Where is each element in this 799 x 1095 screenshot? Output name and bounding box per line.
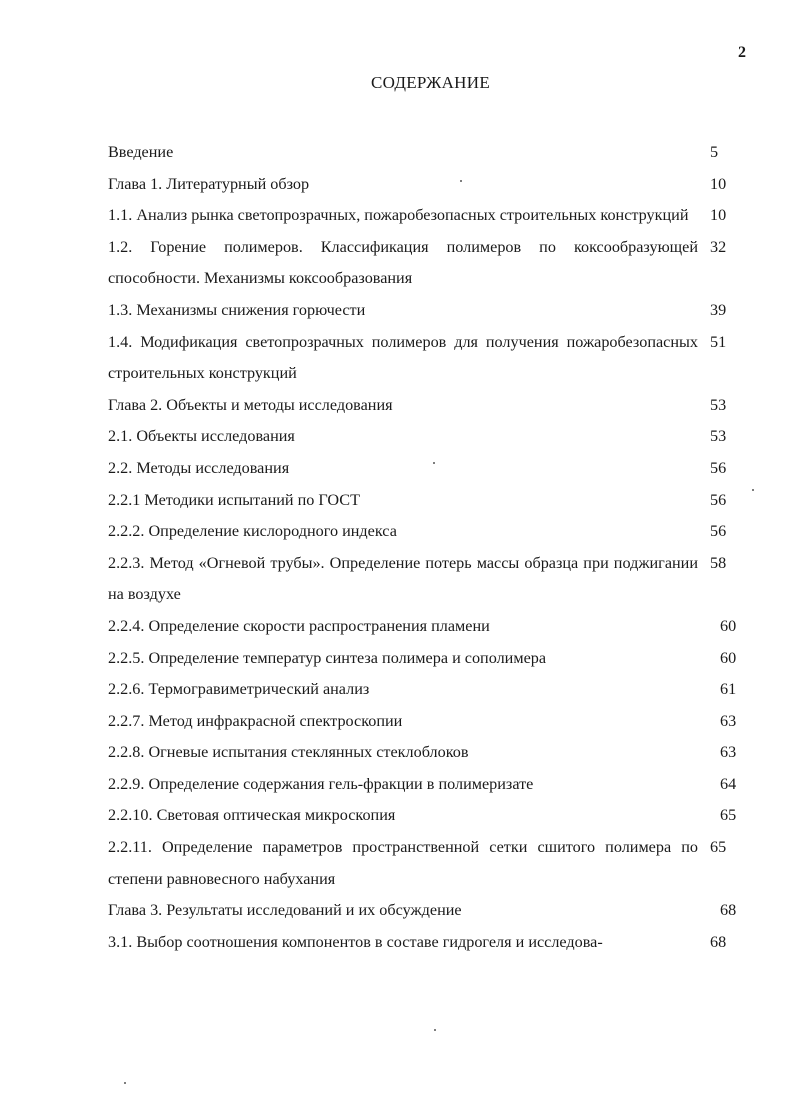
toc-entry-page: 32 — [710, 237, 727, 256]
toc-entry-2-2-10[interactable] — [108, 800, 738, 832]
toc-entry-page: 58 — [710, 553, 727, 572]
toc-entry-text: 1.3. Механизмы снижения горючести — [108, 300, 366, 319]
toc-entry-2-2-8[interactable] — [108, 737, 738, 769]
toc-entry-1-1[interactable] — [108, 200, 738, 232]
toc-entry-text: 2.2.8. Огневые испытания стеклянных стеклоблоков — [108, 743, 469, 762]
toc-entry-text: 2.2.1 Методики испытаний по ГОСТ — [108, 490, 360, 509]
toc-entry-2-2-1[interactable] — [108, 485, 738, 517]
toc-entry-page: 65 — [710, 838, 727, 857]
toc-entry-text: 2.2. Методы исследования — [108, 458, 290, 477]
toc-entry-2-2-6[interactable] — [108, 674, 738, 706]
toc-entry-text: Глава 1. Литературный обзор — [108, 174, 310, 193]
toc-entry-text: 1.2. Горение полимеров. Классификация полимеров по коксообразующей способности. Механизмы коксообразования — [108, 237, 698, 288]
toc-entry-chapter-3[interactable] — [108, 895, 738, 927]
toc-entry-page: 39 — [710, 300, 727, 319]
toc-entry-page: 68 — [720, 901, 737, 920]
toc-entry-2-2[interactable] — [108, 453, 738, 485]
scan-speck — [434, 1029, 436, 1031]
scan-speck — [433, 462, 435, 464]
scan-speck — [460, 180, 462, 182]
toc-entry-page: 56 — [710, 458, 727, 477]
toc-entry-text: 2.2.11. Определение параметров пространственной сетки сшитого полимера по степени равновесного набухания — [108, 838, 698, 888]
toc-entry-text: 1.4. Модификация светопрозрачных полимеров для получения пожаробезопасных строительных конструкций — [108, 332, 698, 383]
toc-entry-text: 2.2.2. Определение кислородного индекса — [108, 522, 397, 541]
toc-entry-text: 2.2.7. Метод инфракрасной спектроскопии — [108, 711, 403, 730]
toc-entry-page: 53 — [710, 395, 727, 414]
toc-entry-text: 2.1. Объекты исследования — [108, 427, 295, 446]
toc-entry-page: 65 — [720, 806, 737, 825]
toc-entry-page: 61 — [720, 680, 737, 699]
toc-entry-text: 2.2.3. Метод «Огневой трубы». Определение потерь массы образца при поджигании на воздухе — [108, 553, 698, 604]
toc-entry-page: 68 — [710, 932, 727, 951]
toc-entry-2-2-9[interactable] — [108, 769, 738, 801]
toc-entry-2-2-2[interactable] — [108, 516, 738, 548]
toc-entry-1-2[interactable] — [108, 232, 738, 295]
toc-entry-text: 2.2.10. Световая оптическая микроскопия — [108, 806, 396, 825]
toc-entry-2-2-7[interactable] — [108, 706, 738, 738]
toc-entry-text: 2.2.4. Определение скорости распространения пламени — [108, 616, 490, 635]
toc-entry-page: 60 — [720, 616, 737, 635]
toc-entry-2-1[interactable] — [108, 421, 738, 453]
toc-entry-chapter-1[interactable] — [108, 169, 738, 201]
toc-entry-2-2-3[interactable] — [108, 548, 738, 611]
toc-entry-text: Глава 3. Результаты исследований и их обсуждение — [108, 901, 462, 920]
table-of-contents — [108, 137, 738, 958]
toc-entry-text: 2.2.6. Термогравиметрический анализ — [108, 680, 370, 699]
toc-entry-page: 53 — [710, 427, 727, 446]
toc-entry-text: 2.2.5. Определение температур синтеза полимера и сополимера — [108, 648, 547, 667]
toc-entry-text: Введение — [108, 143, 174, 161]
toc-entry-3-1[interactable] — [108, 927, 738, 959]
toc-entry-text: 3.1. Выбор соотношения компонентов в составе гидрогеля и исследова- — [108, 932, 603, 951]
toc-entry-text: Глава 2. Объекты и методы исследования — [108, 395, 393, 414]
scan-speck — [752, 489, 754, 491]
toc-entry-page: 5 — [710, 143, 719, 161]
toc-entry-2-2-5[interactable] — [108, 643, 738, 675]
page-title: СОДЕРЖАНИЕ — [370, 73, 491, 92]
toc-entry-1-4[interactable] — [108, 327, 738, 390]
toc-entry-2-2-11[interactable] — [108, 832, 738, 895]
toc-entry-2-2-4[interactable] — [108, 611, 738, 643]
toc-entry-chapter-2[interactable] — [108, 390, 738, 422]
toc-entry-page: 10 — [710, 206, 727, 225]
toc-entry-page: 56 — [710, 490, 727, 509]
toc-entry-page: 63 — [720, 743, 737, 762]
toc-entry-page: 56 — [710, 522, 727, 541]
toc-entry-page: 63 — [720, 711, 737, 730]
toc-entry-text: 2.2.9. Определение содержания гель-фракции в полимеризате — [108, 774, 534, 793]
page-number: 2 — [738, 44, 746, 61]
toc-entry-page: 64 — [720, 774, 737, 793]
toc-entry-introduction[interactable] — [108, 137, 738, 169]
toc-entry-text: 1.1. Анализ рынка светопрозрачных, пожаробезопасных строительных конструкций — [108, 206, 689, 225]
toc-entry-page: 60 — [720, 648, 737, 667]
scan-speck — [124, 1082, 126, 1084]
toc-entry-page: 10 — [710, 174, 727, 193]
toc-entry-page: 51 — [710, 332, 727, 351]
toc-entry-1-3[interactable] — [108, 295, 738, 327]
